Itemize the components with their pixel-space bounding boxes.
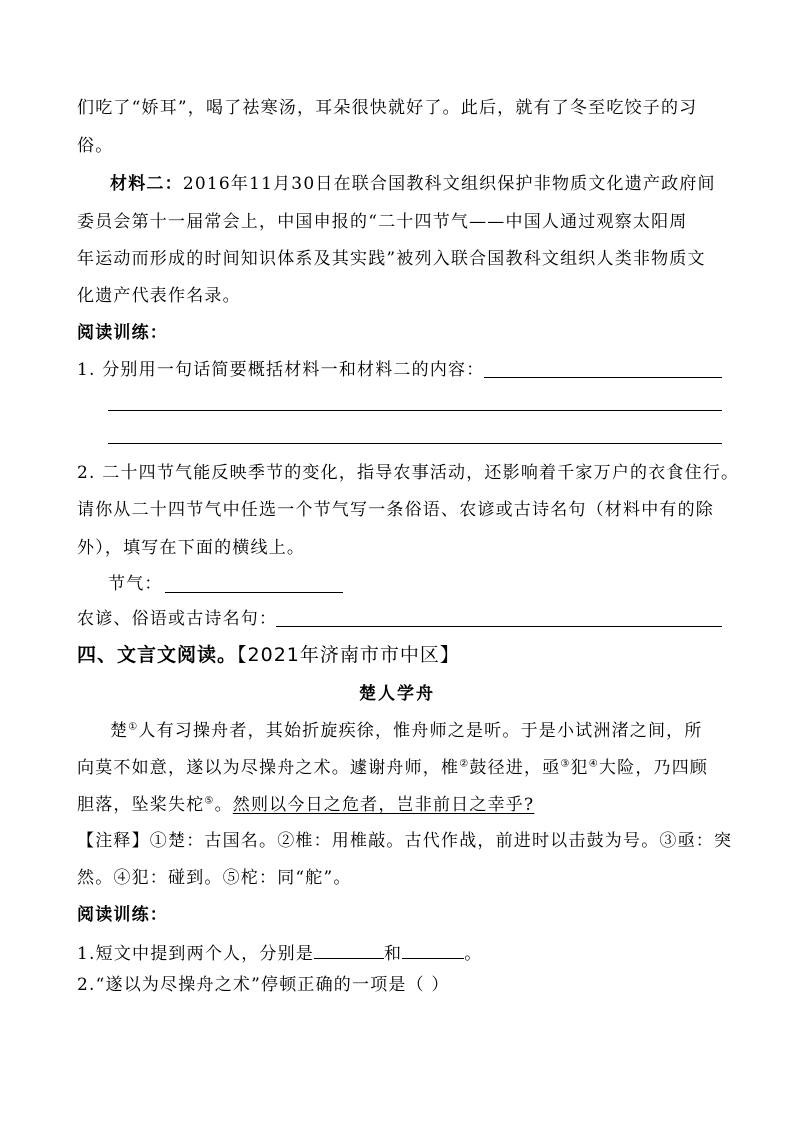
solar-term-blank[interactable] (165, 592, 343, 593)
paragraph-line: 俗。 (77, 136, 114, 156)
question-2-line: 外），填写在下面的横线上。 (77, 538, 306, 558)
footnote-marker: ② (459, 758, 470, 770)
footnote-marker: ⑤ (204, 795, 215, 807)
material-two-label: 材料二： (110, 174, 183, 194)
reading-training-heading: 阅读训练： (77, 905, 168, 925)
notes-line: 然。④犯：碰到。⑤柁：同“舵”。 (77, 868, 352, 888)
passage-line: 向莫不如意，遂以为尽操舟之术。遽谢舟师，椎②鼓径进，亟③犯④大险，乃四顾 (77, 758, 709, 778)
paragraph-line: 委员会第十一届常会上，中国申报的“二十四节气——中国人通过观察太阳周 (77, 212, 688, 232)
section-title: 四、文言文阅读。 (77, 644, 238, 666)
passage-line: 胆落，坠桨失柁⑤。然则以今日之危者，岂非前日之幸乎? (77, 795, 535, 815)
answer-blank[interactable] (108, 443, 722, 444)
solar-term-label: 节气： (108, 574, 163, 594)
footnote-marker: ④ (588, 758, 599, 770)
answer-blank[interactable] (484, 377, 722, 378)
footnote-marker: ① (128, 721, 139, 733)
footnote-marker: ③ (560, 758, 571, 770)
saying-blank[interactable] (276, 626, 722, 627)
question-2: 2.“遂以为尽操舟之术”停顿正确的一项是（ ） (77, 975, 450, 995)
saying-label: 农谚、俗语或古诗名句： (77, 609, 278, 629)
reading-training-heading: 阅读训练： (77, 323, 168, 343)
passage-title: 楚人学舟 (359, 684, 435, 704)
underlined-sentence: 然则以今日之危者，岂非前日之幸乎? (232, 795, 535, 815)
question-2: 2. 二十四节气能反映季节的变化，指导农事活动，还影响着千家万户的衣食住行。 (77, 463, 740, 483)
section-source: 【2021年济南市市中区】 (237, 644, 460, 666)
question-1: 1. 分别用一句话简要概括材料一和材料二的内容： (77, 360, 485, 380)
answer-blank[interactable] (402, 940, 464, 959)
paragraph-line: 年运动而形成的时间知识体系及其实践”被列入联合国教科文组织人类非物质文 (77, 249, 706, 269)
answer-blank[interactable] (314, 940, 384, 959)
section-heading (77, 643, 460, 667)
notes-line: 【注释】①楚：古国名。②椎：用椎敲。古代作战，前进时以击鼓为号。③亟：突 (77, 831, 733, 851)
answer-blank[interactable] (108, 410, 722, 411)
paragraph-line: 们吃了“娇耳”，喝了祛寒汤，耳朵很快就好了。此后，就有了冬至吃饺子的习 (77, 98, 698, 118)
passage-line: 楚①人有习操舟者，其始折旋疾徐，惟舟师之是听。于是小试洲渚之间，所 (110, 721, 703, 741)
question-1: 1.短文中提到两个人，分别是 和 。 (77, 940, 482, 966)
paragraph-line: 化遗产代表作名录。 (77, 286, 241, 306)
material-two-text: 2016年11月30日在联合国教科文组织保护非物质文化遗产政府间 (182, 174, 716, 194)
question-2-line: 请你从二十四节气中任选一个节气写一条俗语、农谚或古诗名句（材料中有的除 (77, 500, 714, 520)
material-two-line (110, 172, 716, 196)
